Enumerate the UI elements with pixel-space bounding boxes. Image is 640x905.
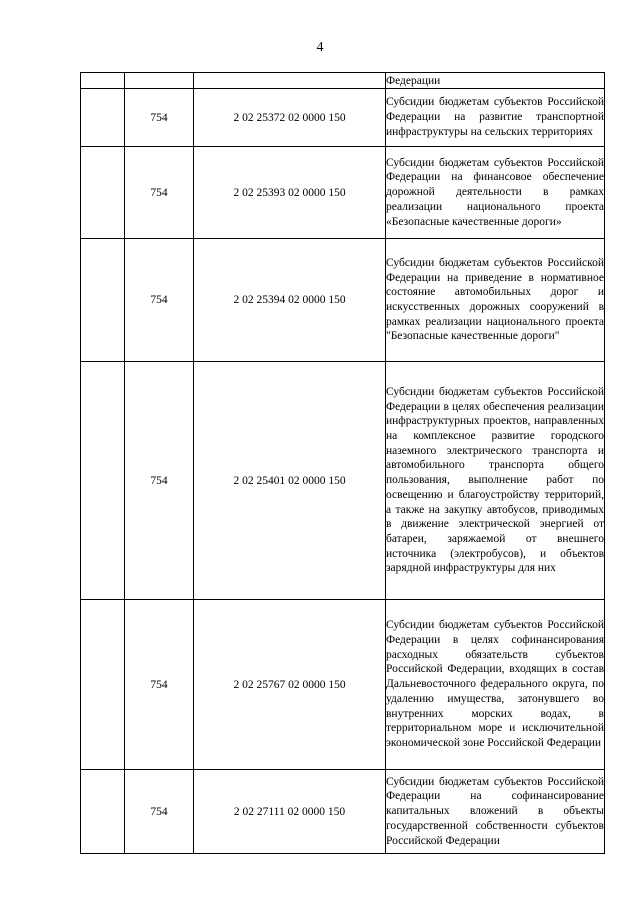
table-row bbox=[81, 362, 605, 600]
table-row-continuation bbox=[81, 73, 605, 89]
table-row bbox=[81, 239, 605, 362]
empty-cell bbox=[81, 89, 125, 147]
empty-cell bbox=[81, 600, 125, 770]
description-cell: Субсидии бюджетам субъектов Российской Федерации в целях софинансирования расходных обязательств субъектов Российской Федерации, входящих в состав Дальневосточного федерального округа, по удалению имущества, затонувшего во внутренних морских водах, в территориальном море и исключительной экономической зоне Российской Федерации bbox=[386, 600, 605, 770]
budget-classification-table bbox=[80, 72, 605, 854]
admin-code-cell: 754 bbox=[125, 239, 194, 362]
empty-cell bbox=[81, 147, 125, 239]
empty-cell bbox=[81, 73, 125, 89]
description-cell: Субсидии бюджетам субъектов Российской Федерации на приведение в нормативное состояние автомобильных дорог и искусственных дорожных сооружений в рамках реализации национального проекта "Безопасные качественные дороги" bbox=[386, 239, 605, 362]
admin-code-cell: 754 bbox=[125, 770, 194, 854]
description-cell: Субсидии бюджетам субъектов Российской Федерации в целях обеспечения реализации инфраструктурных проектов, направленных на комплексное развитие городского наземного электрического транспорта и автомобильного транспорта общего пользования, выполнение работ по освещению и благоустройству территорий, а также на закупку автобусов, приводимых в движение электрической энергией от батареи, заряжаемой от внешнего источника (электробусов), и объектов зарядной инфраструктуры для них bbox=[386, 362, 605, 600]
admin-code-cell: 754 bbox=[125, 147, 194, 239]
description-cell: Субсидии бюджетам субъектов Российской Федерации на развитие транспортной инфраструктуры на сельских территориях bbox=[386, 89, 605, 147]
budget-code-cell: 2 02 25372 02 0000 150 bbox=[194, 89, 386, 147]
empty-cell bbox=[81, 770, 125, 854]
empty-cell bbox=[125, 73, 194, 89]
admin-code-cell: 754 bbox=[125, 89, 194, 147]
description-cell: Федерации bbox=[386, 73, 605, 89]
budget-code-cell: 2 02 27111 02 0000 150 bbox=[194, 770, 386, 854]
description-cell: Субсидии бюджетам субъектов Российской Федерации на финансовое обеспечение дорожной деятельности в рамках реализации национального проекта «Безопасные качественные дороги» bbox=[386, 147, 605, 239]
budget-code-cell: 2 02 25401 02 0000 150 bbox=[194, 362, 386, 600]
table-row bbox=[81, 600, 605, 770]
admin-code-cell: 754 bbox=[125, 600, 194, 770]
budget-code-cell: 2 02 25393 02 0000 150 bbox=[194, 147, 386, 239]
empty-cell bbox=[81, 239, 125, 362]
description-cell: Субсидии бюджетам субъектов Российской Федерации на софинансирование капитальных вложений в объекты государственной собственности субъектов Российской Федерации bbox=[386, 770, 605, 854]
empty-cell bbox=[81, 362, 125, 600]
table-row bbox=[81, 147, 605, 239]
page-number: 4 bbox=[316, 40, 324, 55]
budget-code-cell: 2 02 25767 02 0000 150 bbox=[194, 600, 386, 770]
budget-code-cell: 2 02 25394 02 0000 150 bbox=[194, 239, 386, 362]
admin-code-cell: 754 bbox=[125, 362, 194, 600]
empty-cell bbox=[194, 73, 386, 89]
table-row bbox=[81, 89, 605, 147]
table-row bbox=[81, 770, 605, 854]
